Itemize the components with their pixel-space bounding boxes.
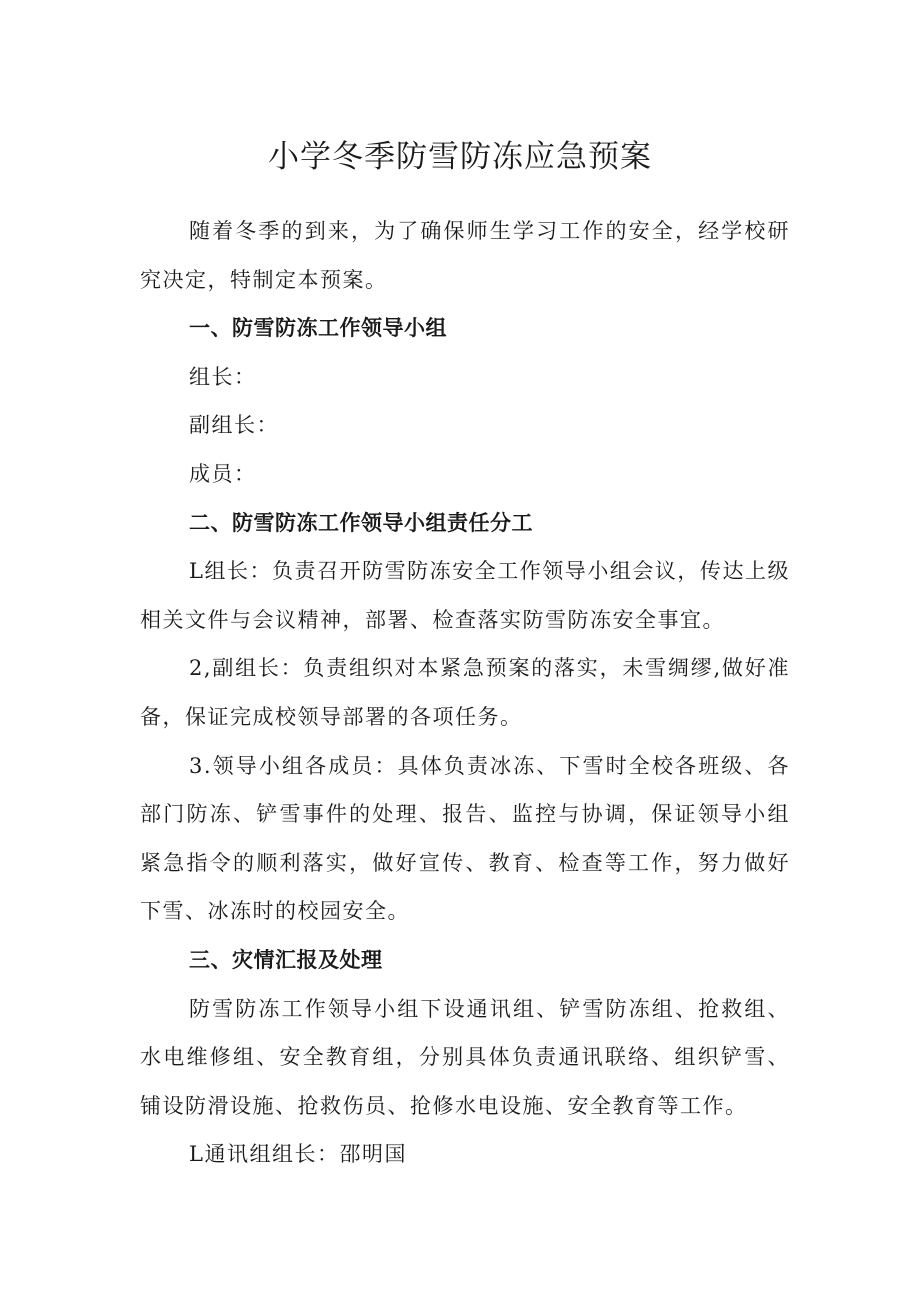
duty-item-3: 3.领导小组各成员：具体负责冰冻、下雪时全校各班级、各部门防冻、铲雪事件的处理、报告、监控与协调，保证领导小组紧急指令的顺利落实，做好宣传、教育、检查等工作，努力做好下雪、冰冻时的校园安全。	[140, 753, 790, 924]
duty-item-2: 2,副组长：负责组织对本紧急预案的落实，未雪绸缪,做好准备，保证完成校领导部署的各项任务。	[140, 656, 790, 729]
duty-item-1: L组长：负责召开防雪防冻安全工作领导小组会议，传达上级相关文件与会议精神，部署、检查落实防雪防冻安全事宜。	[140, 559, 790, 632]
section-3-heading: 三、灾情汇报及处理	[189, 947, 383, 972]
vice-leader-line: 副组长：	[189, 413, 279, 438]
section-2-heading: 二、防雪防冻工作领导小组责任分工	[189, 510, 533, 535]
document-title: 小学冬季防雪防冻应急预案	[268, 139, 652, 175]
intro-paragraph: 随着冬季的到来，为了确保师生学习工作的安全，经学校研究决定，特制定本预案。	[140, 219, 790, 292]
section-3-paragraph: 防雪防冻工作领导小组下设通讯组、铲雪防冻组、抢救组、水电维修组、安全教育组，分别具体负责通讯联络、组织铲雪、铺设防滑设施、抢救伤员、抢修水电设施、安全教育等工作。	[140, 996, 790, 1118]
members-line: 成员：	[189, 461, 257, 486]
section-3-item-1: L通讯组组长：邵明国	[189, 1142, 407, 1167]
document-body	[140, 207, 790, 1179]
leader-line: 组长：	[189, 364, 257, 389]
section-1-heading: 一、防雪防冻工作领导小组	[189, 316, 447, 341]
